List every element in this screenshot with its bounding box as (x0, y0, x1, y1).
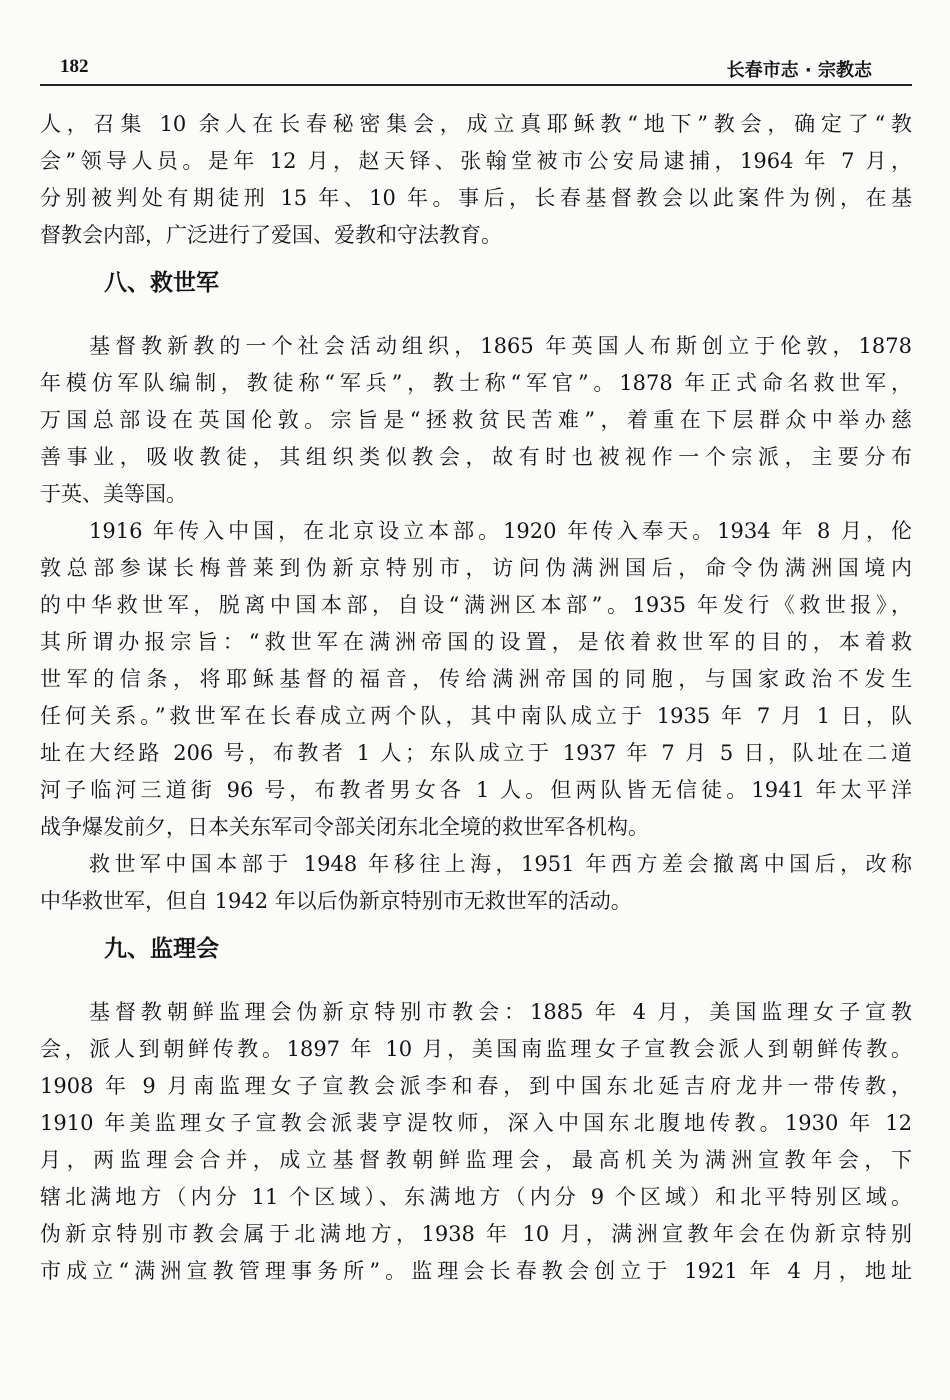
running-title: 长春市志 · 宗教志 (726, 60, 872, 81)
page-header (40, 50, 912, 88)
text-line: 于英、美等国。 (40, 482, 187, 506)
text-line: 善事业，吸收教徒，其组织类似教会，故有时也被视作一个宗派，主要分布 (40, 445, 912, 469)
text-line: 任何关系。”救世军在长春成立两个队，其中南队成立于 1935 年 7 月 1 日，队 (40, 704, 912, 728)
text-line: 督教会内部，广泛进行了爱国、爱教和守法教育。 (40, 223, 502, 247)
section-heading: 九、监理会 (104, 936, 219, 962)
text-line: 万国总部设在英国伦敦。宗旨是“拯救贫民苦难”，着重在下层群众中举办慈 (40, 408, 912, 432)
text-line: 中华救世军，但自 1942 年以后伪新京特别市无救世军的活动。 (40, 889, 632, 913)
text-line: 年模仿军队编制，教徒称“军兵”，教士称“军官”。1878 年正式命名救世军， (40, 371, 912, 395)
text-line: 会”领导人员。是年 12 月，赵天铎、张翰堂被市公安局逮捕，1964 年 7 月， (40, 149, 912, 173)
text-line: 基督教新教的一个社会活动组织，1865 年英国人布斯创立于伦敦，1878 (89, 334, 912, 358)
text-line: 辖北满地方（内分 11 个区域）、东满地方（内分 9 个区域）和北平特别区域。 (40, 1185, 912, 1209)
text-line: 救世军中国本部于 1948 年移往上海，1951 年西方差会撤离中国后，改称 (89, 852, 912, 876)
text-line: 址在大经路 206 号，布教者 1 人；东队成立于 1937 年 7 月 5 日，队址在二道 (40, 741, 912, 765)
text-line: 世军的信条，将耶稣基督的福音，传给满洲帝国的同胞，与国家政治不发生 (40, 667, 912, 691)
text-line: 基督教朝鲜监理会伪新京特别市教会：1885 年 4 月，美国监理女子宣教 (89, 1000, 912, 1024)
text-line: 敦总部参谋长梅普莱到伪新京特别市，访问伪满洲国后，命令伪满洲国境内 (40, 556, 912, 580)
text-line: 月，两监理会合并，成立基督教朝鲜监理会，最高机关为满洲宣教年会，下 (40, 1148, 912, 1172)
body-text (40, 106, 912, 1290)
text-line: 的中华救世军，脱离中国本部，自设“满洲区本部”。1935 年发行《救世报》， (40, 593, 912, 617)
text-line: 市成立“满洲宣教管理事务所”。监理会长春教会创立于 1921 年 4 月，地址 (40, 1259, 912, 1283)
section-heading: 八、救世军 (104, 270, 219, 296)
page-number: 182 (60, 56, 89, 77)
paragraph (40, 328, 912, 513)
text-line: 分别被判处有期徒刑 15 年、10 年。事后，长春基督教会以此案件为例，在基 (40, 186, 912, 210)
text-line: 河子临河三道街 96 号，布教者男女各 1 人。但两队皆无信徒。1941 年太平洋 (40, 778, 912, 802)
text-line: 1910 年美监理女子宣教会派裴亨湜牧师，深入中国东北腹地传教。1930 年 12 (40, 1111, 912, 1135)
text-line: 伪新京特别市教会属于北满地方，1938 年 10 月，满洲宣教年会在伪新京特别 (40, 1222, 912, 1246)
paragraph (40, 513, 912, 846)
paragraph (40, 846, 912, 920)
text-line: 其所谓办报宗旨：“救世军在满洲帝国的设置，是依着救世军的目的，本着救 (40, 630, 912, 654)
header-rule (40, 84, 912, 86)
text-line: 1916 年传入中国，在北京设立本部。1920 年传入奉天。1934 年 8 月，伦 (89, 519, 912, 543)
text-line: 人，召集 10 余人在长春秘密集会，成立真耶稣教“地下”教会，确定了“教 (40, 112, 912, 136)
paragraph (40, 994, 912, 1290)
text-line: 战争爆发前夕，日本关东军司令部关闭东北全境的救世军各机构。 (40, 815, 649, 839)
text-line: 会，派人到朝鲜传教。1897 年 10 月，美国南监理女子宣教会派人到朝鲜传教。 (40, 1037, 912, 1061)
text-line: 1908 年 9 月南监理女子宣教会派李和春，到中国东北延吉府龙井一带传教， (40, 1074, 912, 1098)
paragraph (40, 106, 912, 254)
